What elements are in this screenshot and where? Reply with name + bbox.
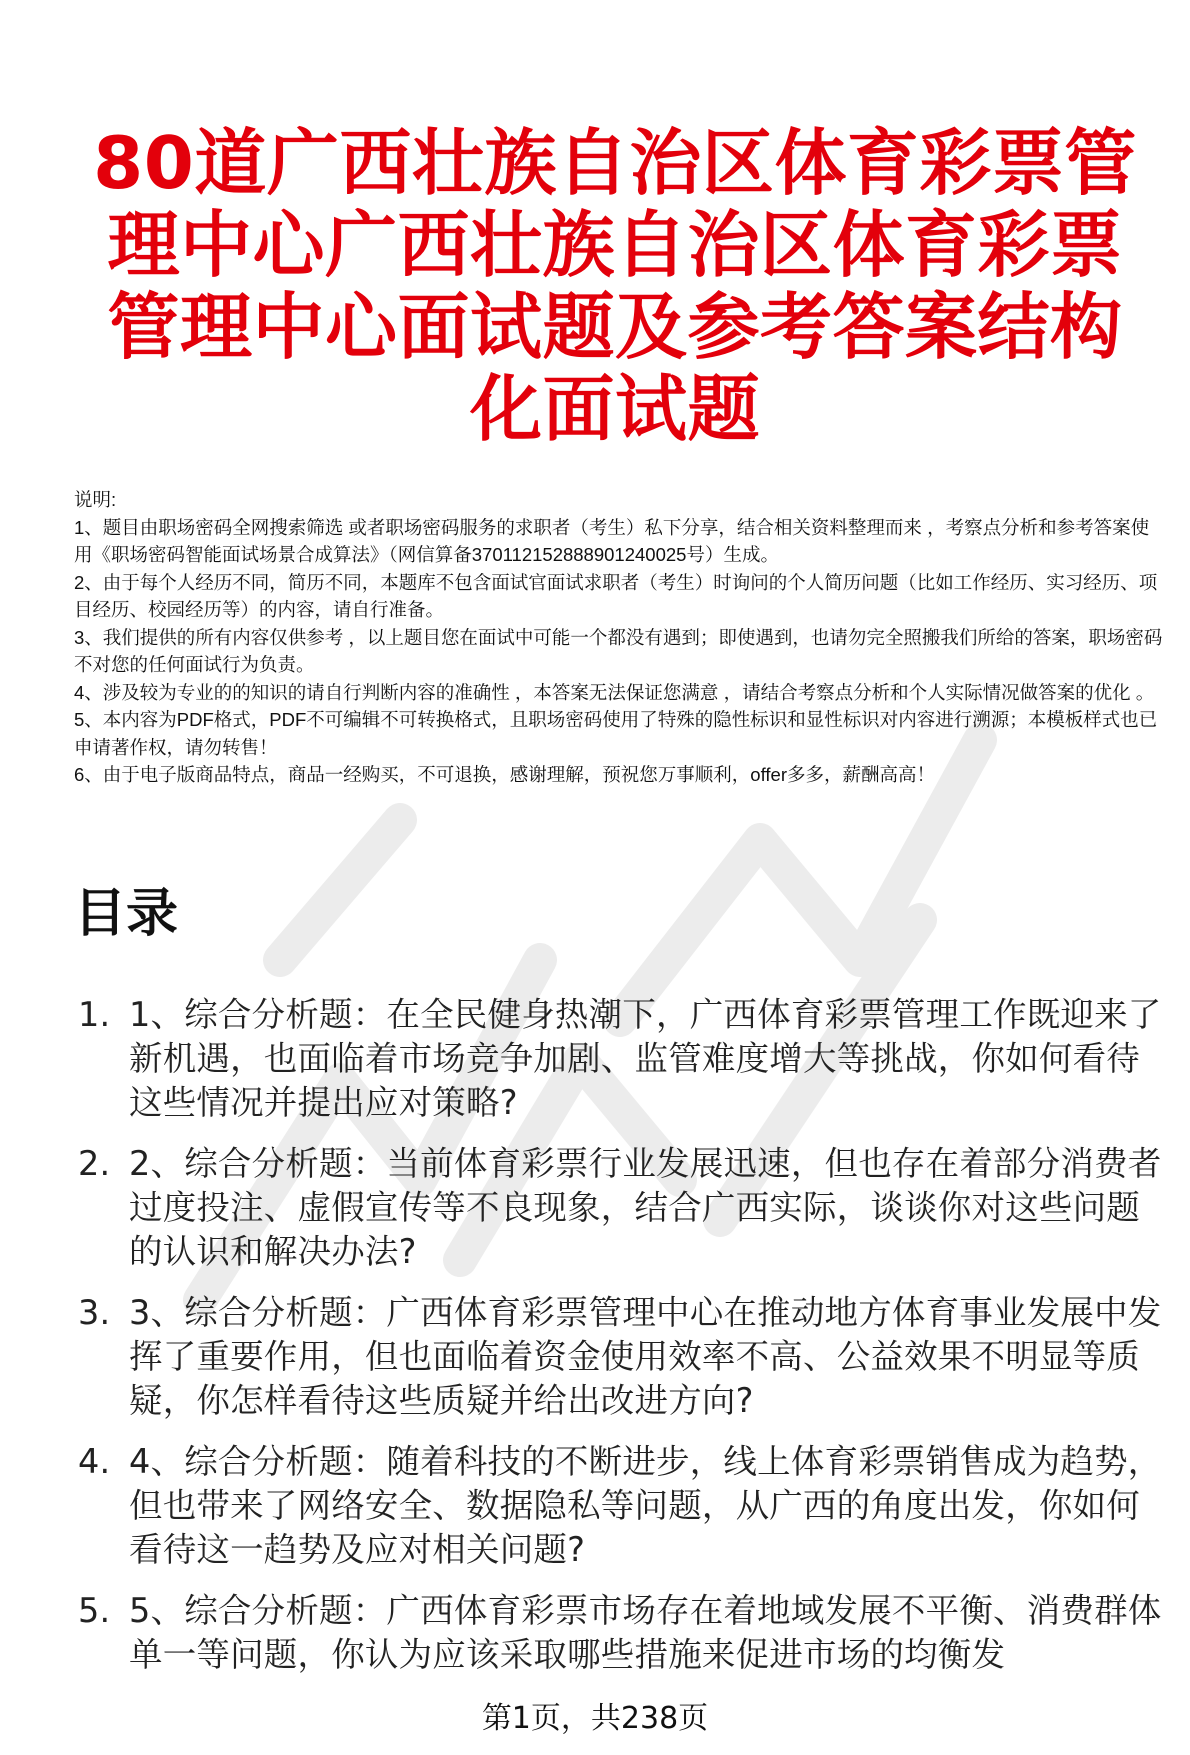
- toc-item-text: 4、综合分析题：随着科技的不断进步，线上体育彩票销售成为趋势，但也带来了网络安全、数据隐私等问题，从广西的角度出发，你如何看待这一趋势及应对相关问题?: [129, 1442, 1162, 1569]
- toc-item-number: 4.: [78, 1442, 111, 1481]
- notes-item: 2、由于每个人经历不同，简历不同，本题库不包含面试官面试求职者（考生）时询问的个人简历问题（比如工作经历、实习经历、项目经历、校园经历等）的内容，请自行准备。: [74, 571, 1158, 620]
- page-bottom-fade: [0, 1680, 1190, 1700]
- toc-item-number: 2.: [78, 1144, 111, 1183]
- toc-item-number: 1.: [78, 995, 111, 1034]
- notes-item: 1、题目由职场密码全网搜索筛选 或者职场密码服务的求职者（考生）私下分享，结合相关资料整理而来 ，考察点分析和参考答案使用《职场密码智能面试场景合成算法》（网信算备370112152888901240025号）生成。: [74, 516, 1150, 565]
- toc-item[interactable]: [78, 1589, 1168, 1677]
- toc-item-text: 2、综合分析题：当前体育彩票行业发展迅速，但也存在着部分消费者过度投注、虚假宣传等不良现象，结合广西实际，谈谈你对这些问题的认识和解决办法?: [129, 1144, 1162, 1271]
- notes-item: 6、由于电子版商品特点，商品一经购买，不可退换，感谢理解，预祝您万事顺利，offer多多，薪酬高高！: [74, 764, 935, 785]
- page-footer: 第1页，共238页: [0, 1700, 1190, 1738]
- toc-item[interactable]: [78, 1291, 1168, 1423]
- toc-item[interactable]: [78, 1440, 1168, 1572]
- notes-heading: 说明:: [74, 489, 117, 510]
- toc-item-text: 5、综合分析题：广西体育彩票市场存在着地域发展不平衡、消费群体单一等问题，你认为应该采取哪些措施来促进市场的均衡发: [129, 1591, 1162, 1674]
- toc-item[interactable]: [78, 1142, 1168, 1274]
- toc-item-text: 3、综合分析题：广西体育彩票管理中心在推动地方体育事业发展中发挥了重要作用，但也面临着资金使用效率不高、公益效果不明显等质疑，你怎样看待这些质疑并给出改进方向?: [129, 1293, 1162, 1420]
- toc-item[interactable]: [78, 993, 1168, 1125]
- notes-item: 5、本内容为PDF格式，PDF不可编辑不可转换格式，且职场密码使用了特殊的隐性标识和显性标识对内容进行溯源；本模板样式也已申请著作权，请勿转售！: [74, 709, 1158, 758]
- toc-heading: 目录: [74, 884, 179, 944]
- toc-item-text: 1、综合分析题：在全民健身热潮下，广西体育彩票管理工作既迎来了新机遇，也面临着市场竞争加剧、监管难度增大等挑战，你如何看待这些情况并提出应对策略?: [129, 995, 1162, 1122]
- toc-item-number: 5.: [78, 1591, 111, 1630]
- document-title: 80道广西壮族自治区体育彩票管理中心广西壮族自治区体育彩票管理中心面试题及参考答案结构化面试题: [93, 121, 1137, 451]
- toc-list: [78, 993, 1168, 1694]
- notes-item: 3、我们提供的所有内容仅供参考 ，以上题目您在面试中可能一个都没有遇到；即使遇到，也请勿完全照搬我们所给的答案，职场密码不对您的任何面试行为负责。: [74, 626, 1163, 675]
- toc-item-number: 3.: [78, 1293, 111, 1332]
- notes-item: 4、涉及较为专业的的知识的请自行判断内容的准确性 ，本答案无法保证您满意 ，请结合考察点分析和个人实际情况做答案的优化 。: [74, 681, 1155, 703]
- notes-section: [74, 486, 1164, 789]
